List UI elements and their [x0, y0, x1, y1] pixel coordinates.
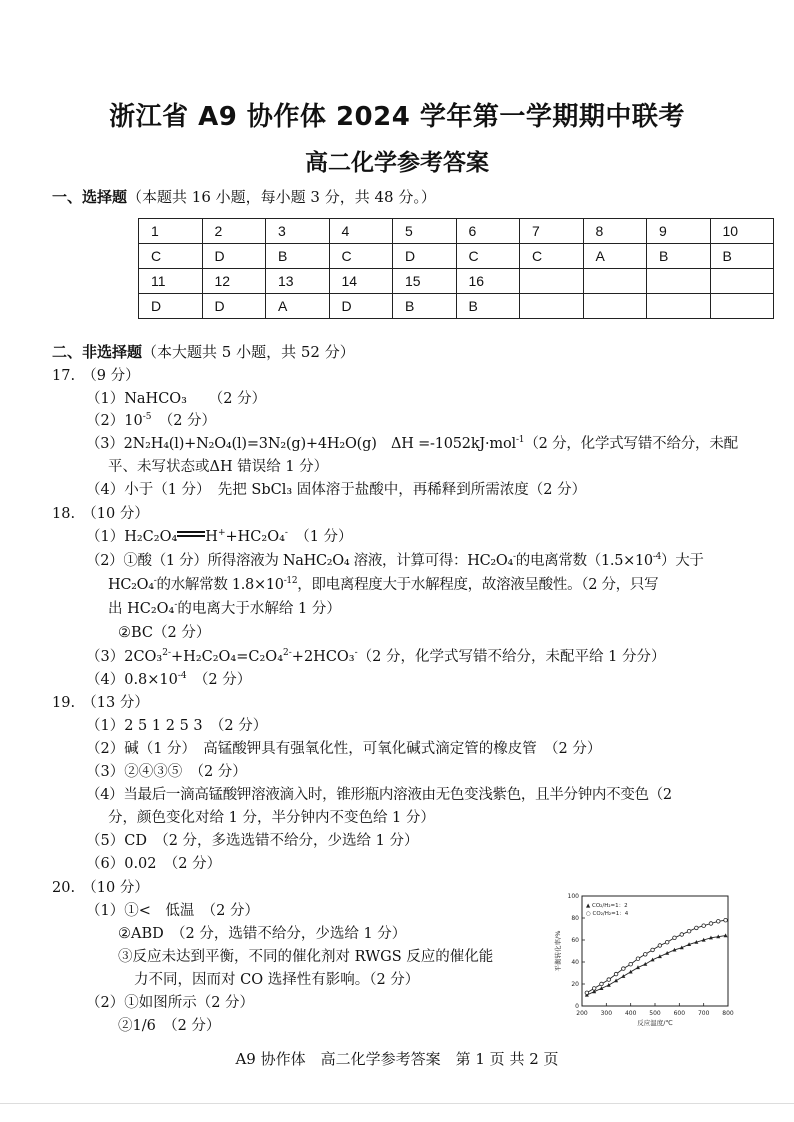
- answer-table: [138, 218, 774, 319]
- text: 的电离大于水解给 1 分）: [177, 601, 341, 617]
- q19-part2: （2）碱（1 分） 高锰酸钾具有强氧化性，可氧化碱式滴定管的橡皮管 （2 分）: [86, 741, 602, 757]
- text: +2HCO₃: [291, 649, 355, 665]
- table-cell: [647, 269, 711, 294]
- q18-part2-cont1: [108, 573, 658, 594]
- table-cell: 2: [202, 219, 266, 244]
- text: （2）①酸（1 分）所得溶液为 NaHC₂O₄ 溶液，计算可得：HC₂O₄: [86, 553, 514, 569]
- y-tick-label: 20: [571, 981, 579, 988]
- y-tick-label: 100: [567, 893, 579, 900]
- q18-header: 18. （10 分）: [52, 506, 149, 522]
- y-tick-label: 0: [575, 1003, 579, 1010]
- q20-part1: （1）①< 低温 （2 分）: [86, 903, 259, 919]
- section1-note: （本题共 16 小题，每小题 3 分，共 48 分。）: [127, 188, 436, 206]
- q18-part2: [86, 549, 704, 570]
- superscript: -: [153, 576, 157, 586]
- table-cell: [583, 294, 647, 319]
- superscript: -5: [142, 412, 152, 422]
- table-cell: D: [393, 244, 457, 269]
- superscript: -: [284, 528, 288, 538]
- text: （2 分，化学式写错不给分，未配: [524, 436, 738, 452]
- table-cell: B: [647, 244, 711, 269]
- q19-header: 19. （13 分）: [52, 695, 149, 711]
- table-cell: 5: [393, 219, 457, 244]
- table-row-nums-1: [139, 219, 774, 244]
- data-point-circle: [600, 982, 604, 986]
- table-cell: C: [456, 244, 520, 269]
- y-tick-label: 60: [571, 937, 579, 944]
- text: （2 分）: [186, 672, 252, 688]
- data-point-circle: [629, 962, 633, 966]
- section2-heading: 二、非选择题: [52, 343, 143, 361]
- table-cell: 11: [139, 269, 203, 294]
- data-point-circle: [702, 924, 706, 928]
- x-tick-label: 600: [673, 1010, 686, 1017]
- q18-part3: [86, 645, 665, 666]
- data-point-circle: [585, 991, 589, 995]
- data-point-circle: [724, 918, 728, 922]
- table-cell: B: [266, 244, 330, 269]
- text: +HC₂O₄: [225, 529, 285, 545]
- data-point-circle: [673, 936, 677, 940]
- series-line-2: [587, 920, 726, 993]
- text: （1）H₂C₂O₄: [86, 529, 178, 545]
- q18-part1: [86, 525, 353, 546]
- legend-entry-2: ○ CO₂/H₂=1：4: [586, 911, 629, 917]
- data-point-circle: [680, 933, 684, 937]
- data-point-triangle: [629, 970, 633, 974]
- text: ）大于: [661, 553, 704, 569]
- superscript: -4: [652, 552, 661, 562]
- q20-part2: （2）①如图所示（2 分）: [86, 995, 255, 1011]
- data-point-circle: [614, 972, 618, 976]
- text: （4）0.8×10: [86, 672, 178, 688]
- q20-part2-sub2: ②1/6 （2 分）: [118, 1018, 221, 1034]
- table-cell: 6: [456, 219, 520, 244]
- x-tick-label: 500: [649, 1010, 661, 1017]
- data-point-circle: [643, 953, 647, 957]
- q17-part2: [86, 409, 216, 430]
- page-title: 浙江省 A9 协作体 2024 学年第一学期期中联考: [109, 102, 685, 132]
- table-cell: C: [520, 244, 584, 269]
- table-cell: [520, 294, 584, 319]
- text: 的电离常数（1.5×10: [515, 553, 653, 569]
- y-tick-label: 80: [571, 915, 579, 922]
- data-point-triangle: [621, 974, 625, 978]
- table-cell: 7: [520, 219, 584, 244]
- table-row-ans-2: [139, 294, 774, 319]
- table-cell: 15: [393, 269, 457, 294]
- q18-part4: [86, 668, 251, 689]
- data-point-circle: [622, 967, 626, 971]
- table-cell: [583, 269, 647, 294]
- superscript: -12: [283, 576, 298, 586]
- data-point-triangle: [724, 933, 728, 937]
- data-point-triangle: [607, 983, 611, 987]
- q18-part2-sub2: ②BC（2 分）: [118, 625, 211, 641]
- q19-part4-cont: 分，颜色变化对给 1 分，半分钟内不变色给 1 分）: [108, 810, 435, 826]
- text: （3）2CO₃: [86, 649, 163, 665]
- data-point-circle: [687, 929, 691, 933]
- table-cell: D: [202, 244, 266, 269]
- text: 出 HC₂O₄: [108, 601, 175, 617]
- table-cell: [647, 294, 711, 319]
- q19-part1: （1）2 5 1 2 5 3 （2 分）: [86, 718, 268, 734]
- data-point-circle: [709, 922, 713, 926]
- table-cell: [710, 294, 774, 319]
- data-point-circle: [658, 944, 662, 948]
- table-cell: 16: [456, 269, 520, 294]
- text: +H₂C₂O₄=C₂O₄: [171, 649, 284, 665]
- data-point-circle: [665, 940, 669, 944]
- table-cell: 14: [329, 269, 393, 294]
- q20-part1-sub2: ②ABD （2 分，选错不给分，少选给 1 分）: [118, 926, 407, 942]
- table-cell: B: [456, 294, 520, 319]
- q19-part6: （6）0.02 （2 分）: [86, 856, 222, 872]
- q20-header: 20. （10 分）: [52, 880, 149, 896]
- table-cell: 12: [202, 269, 266, 294]
- table-cell: B: [710, 244, 774, 269]
- equilibrium-arrow-icon: [177, 530, 205, 538]
- x-tick-label: 300: [600, 1010, 613, 1017]
- table-row-ans-1: [139, 244, 774, 269]
- q17-part3: [86, 432, 738, 453]
- legend-entry-1: ▲ CO₂/H₂=1：2: [586, 903, 628, 909]
- q19-part3: （3）②④③⑤ （2 分）: [86, 764, 247, 780]
- superscript: -: [354, 648, 358, 658]
- y-tick-label: 40: [571, 959, 579, 966]
- x-tick-label: 700: [697, 1010, 710, 1017]
- page-subtitle: 高二化学参考答案: [305, 150, 489, 176]
- table-cell: 9: [647, 219, 711, 244]
- table-cell: 8: [583, 219, 647, 244]
- section2-note: （本大题共 5 小题，共 52 分）: [142, 343, 355, 361]
- table-row-nums-2: [139, 269, 774, 294]
- data-point-circle: [716, 920, 720, 924]
- table-cell: 10: [710, 219, 774, 244]
- data-point-circle: [651, 948, 655, 952]
- q19-part5: （5）CD （2 分，多选选错不给分，少选给 1 分）: [86, 833, 419, 849]
- table-cell: [520, 269, 584, 294]
- text: ，即电离程度大于水解程度，故溶液呈酸性。（2 分，只写: [297, 577, 659, 593]
- q20-part1-sub3-cont: 力不同，因而对 CO 选择性有影响。（2 分）: [134, 972, 420, 988]
- data-point-circle: [636, 957, 640, 961]
- q18-part2-cont2: [108, 597, 341, 618]
- table-cell: D: [329, 294, 393, 319]
- x-tick-label: 800: [722, 1010, 734, 1017]
- table-cell: C: [139, 244, 203, 269]
- data-point-circle: [695, 926, 699, 930]
- section1-heading: 一、选择题: [52, 188, 128, 206]
- text: （3）2N₂H₄(l)+N₂O₄(l)=3N₂(g)+4H₂O(g) ΔH =-1052kJ·mol: [86, 436, 516, 452]
- q17-part1: （1）NaHCO₃ （2 分）: [86, 391, 267, 407]
- x-tick-label: 400: [624, 1010, 637, 1017]
- page-bottom-divider: [0, 1103, 794, 1104]
- superscript: -1: [515, 435, 525, 445]
- data-point-triangle: [614, 979, 618, 983]
- q19-part4: （4）当最后一滴高锰酸钾溶液滴入时，锥形瓶内溶液由无色变浅紫色，且半分钟内不变色（2: [86, 787, 672, 803]
- text: （2 分）: [151, 413, 217, 429]
- superscript: -4: [177, 671, 187, 681]
- table-cell: 1: [139, 219, 203, 244]
- text: HC₂O₄: [108, 577, 154, 593]
- page-footer: A9 协作体 高二化学参考答案 第 1 页 共 2 页: [235, 1050, 559, 1068]
- q17-header: 17. （9 分）: [52, 368, 140, 384]
- data-point-triangle: [643, 962, 647, 966]
- table-cell: D: [139, 294, 203, 319]
- data-point-circle: [607, 978, 611, 982]
- section1-header: [52, 186, 436, 207]
- superscript: 2-: [162, 648, 172, 658]
- q17-part3-cont: 平、未写状态或ΔH 错误给 1 分）: [108, 459, 329, 475]
- y-axis-label: 平衡转化率/%: [554, 930, 562, 972]
- table-cell: C: [329, 244, 393, 269]
- table-cell: D: [202, 294, 266, 319]
- x-tick-label: 200: [576, 1010, 588, 1017]
- section2-header: [52, 341, 355, 362]
- table-cell: A: [266, 294, 330, 319]
- table-cell: 4: [329, 219, 393, 244]
- text: （2）10: [86, 413, 143, 429]
- text: 的水解常数 1.8×10: [156, 577, 284, 593]
- text: （2 分，化学式写错不给分，未配平给 1 分分）: [357, 649, 666, 665]
- q20-part1-sub3: ③反应未达到平衡，不同的催化剂对 RWGS 反应的催化能: [118, 949, 494, 965]
- data-point-circle: [592, 987, 596, 991]
- table-cell: B: [393, 294, 457, 319]
- table-cell: [710, 269, 774, 294]
- superscript: -: [513, 552, 516, 562]
- superscript: 2-: [283, 648, 292, 658]
- table-cell: 3: [266, 219, 330, 244]
- superscript: -: [174, 600, 178, 610]
- text: H: [205, 529, 218, 545]
- text: （1 分）: [287, 529, 353, 545]
- x-axis-label: 反应温度/℃: [637, 1019, 673, 1027]
- q17-part4: （4）小于（1 分） 先把 SbCl₃ 固体溶于盐酸中，再稀释到所需浓度（2 分）: [86, 482, 587, 498]
- table-cell: 13: [266, 269, 330, 294]
- table-cell: A: [583, 244, 647, 269]
- superscript: +: [217, 528, 226, 538]
- conversion-chart: [540, 888, 740, 1028]
